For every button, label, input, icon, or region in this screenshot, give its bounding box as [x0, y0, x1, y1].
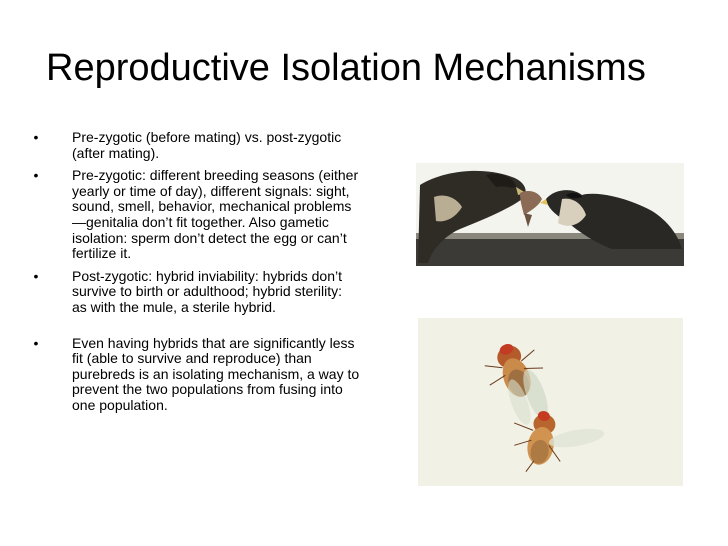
bullet-dot: •: [33, 167, 39, 184]
bullet-text: Even having hybrids that are significantly less fit (able to survive and reproduce) than purebreds is an isolating mechanism, a way to prevent the two populations from fusing into one population.: [72, 334, 360, 413]
falcons-photo: [416, 163, 684, 266]
fruit-flies-photo: [418, 318, 683, 486]
bullet-item: [30, 269, 360, 316]
bullet-text: Pre-zygotic (before mating) vs. post-zygotic (after mating).: [72, 129, 342, 161]
bullet-text: Post-zygotic: hybrid inviability: hybrids don’t survive to birth or adulthood; hybrid sterility: as with the mule, a sterile hybrid.: [72, 267, 343, 315]
bullet-dot: •: [33, 267, 39, 284]
bullet-dot: •: [33, 334, 39, 351]
bullet-item: [30, 130, 360, 161]
bullet-item: [30, 168, 360, 262]
bullet-list: [30, 130, 360, 421]
bullet-item: [30, 336, 360, 414]
bullet-text: Pre-zygotic: different breeding seasons (either yearly or time of day), different signals: sight, sound, smell, behavior, mechanical problems—genitalia don’t fit together. Also gametic isolation: sperm don’t detect the egg or can’t fertilize it.: [72, 167, 359, 262]
slide-title: Reproductive Isolation Mechanisms: [46, 47, 646, 89]
bullet-dot: •: [33, 129, 39, 145]
